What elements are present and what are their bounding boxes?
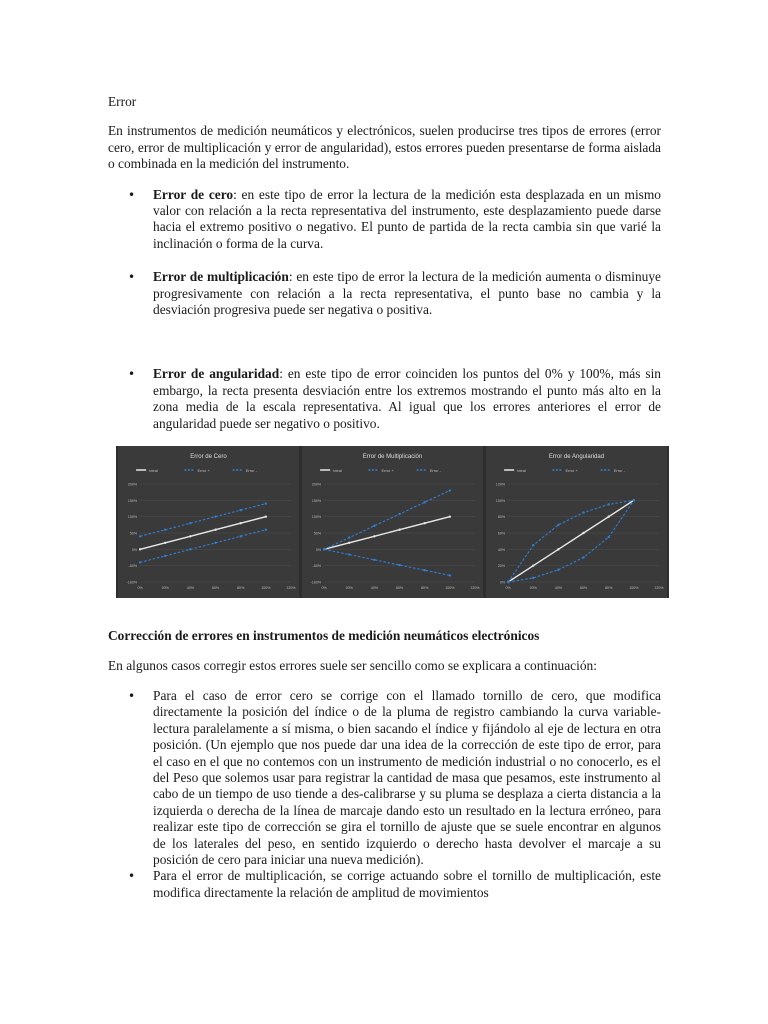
x-tick-label: 0% xyxy=(321,586,327,591)
y-tick-label: 120% xyxy=(495,482,506,487)
legend-label: Error - xyxy=(245,468,258,474)
data-point xyxy=(373,535,375,537)
data-point xyxy=(398,564,400,566)
series-line xyxy=(324,491,450,550)
data-point xyxy=(164,542,166,544)
chart-title: Error de Cero xyxy=(190,454,227,461)
list-item xyxy=(108,366,661,432)
legend-label: Error - xyxy=(613,468,626,474)
x-tick-label: 20% xyxy=(345,586,353,591)
x-tick-label: 20% xyxy=(529,586,537,591)
chart-panel xyxy=(302,446,483,598)
y-tick-label: -100% xyxy=(310,580,322,585)
data-point xyxy=(582,511,584,513)
data-point xyxy=(265,502,267,504)
chart-title: Error de Angularidad xyxy=(548,454,605,461)
y-tick-label: 200% xyxy=(311,482,322,487)
x-tick-label: 100% xyxy=(261,586,271,591)
data-point xyxy=(164,529,166,531)
data-point xyxy=(189,535,191,537)
data-point xyxy=(164,555,166,557)
data-point xyxy=(348,536,350,538)
list-item: • Para el caso de error cero se corrige con el llamado tornillo de cero, que modifica directamente la posición del índice o de la pluma de registro cambiando la curva variable-lectura paralelamente a sí misma, o bien sacando el índice y fijándolo al eje de lectura en otra posición. (Un ejemplo que nos puede dar una idea de la corrección de este tipo de error, para el caso en el que no contemos con un instrumento de medición industrial o no conocerlo, es el del Peso que solemos usar para registrar la cantidad de masa que pesamos, este instrumento al cabo de un tiempo de uso tiende a des-calibrarse y su pluma se desplaza a cierta distancia a la izquierda o derecha de la línea de marcaje dando esto un resultado en la lectura erróneo, para realizar este tipo de corrección se gira el tornillo de ajuste que se suele encontrar en algunos de los laterales del peso, en sentido izquierdo o derecho hasta devolver el marcaje a su posición de cero para iniciar una nueva medición). xyxy=(108,688,661,868)
legend-label: Error - xyxy=(429,468,442,474)
y-tick-label: 0% xyxy=(499,580,506,585)
data-point xyxy=(323,548,325,550)
y-tick-label: -50% xyxy=(128,564,138,569)
data-point xyxy=(214,516,216,518)
x-tick-label: 40% xyxy=(186,586,195,591)
x-tick-label: 80% xyxy=(237,586,245,591)
definition-text: : en este tipo de error coinciden los puntos del 0% y 100%, más sin embargo, la recta presenta desviación entre los extremos mostrando el punto más alto en la zona media de la escala representativa. Al igual que los errores anteriores el error de angularidad puede ser negativo o positivo. xyxy=(153,366,661,431)
x-tick-label: 120% xyxy=(654,586,664,591)
data-point xyxy=(607,536,609,538)
series-line xyxy=(140,504,266,537)
data-point xyxy=(214,529,216,531)
data-point xyxy=(398,513,400,515)
list-item xyxy=(108,187,661,253)
y-tick-label: 50% xyxy=(129,531,138,536)
data-point xyxy=(239,535,241,537)
data-point xyxy=(557,524,559,526)
data-point xyxy=(423,522,425,524)
data-point xyxy=(449,574,451,576)
chart-error-multiplicacion xyxy=(302,446,483,598)
x-tick-label: 0% xyxy=(505,586,511,591)
data-point xyxy=(607,516,609,518)
data-point xyxy=(449,489,451,491)
data-point xyxy=(557,548,559,550)
data-point xyxy=(633,499,635,501)
x-tick-label: 0% xyxy=(137,586,143,591)
y-tick-label: 20% xyxy=(497,564,506,569)
data-point xyxy=(582,532,584,534)
term-error-cero: Error de cero xyxy=(153,186,234,202)
data-point xyxy=(373,525,375,527)
data-point xyxy=(348,542,350,544)
data-point xyxy=(189,522,191,524)
legend-label: Ideal xyxy=(149,468,158,474)
data-point xyxy=(557,569,559,571)
definition-text: : en este tipo de error la lectura de la medición esta desplazada en un mismo valor con relación a la recta representativa del instrumento, este desplazamiento puede darse hacia el extremo positivo o negativo. El punto de partida de la recta cambia sin que varié la inclinación o forma de la curva. xyxy=(153,186,661,251)
data-point xyxy=(239,509,241,511)
y-tick-label: 150% xyxy=(127,498,138,503)
x-tick-label: 100% xyxy=(445,586,455,591)
y-tick-label: 0% xyxy=(315,547,322,552)
error-charts-figure xyxy=(116,446,669,598)
legend-label: Ideal xyxy=(517,468,526,474)
legend-label: Error + xyxy=(565,468,578,474)
data-point xyxy=(532,565,534,567)
data-point xyxy=(139,561,141,563)
x-tick-label: 60% xyxy=(579,586,588,591)
x-tick-label: 40% xyxy=(370,586,379,591)
data-point xyxy=(189,548,191,550)
x-tick-label: 80% xyxy=(421,586,429,591)
y-tick-label: 0% xyxy=(131,547,138,552)
x-tick-label: 120% xyxy=(286,586,296,591)
data-point xyxy=(265,516,267,518)
y-tick-label: 100% xyxy=(495,498,506,503)
chart-error-angularidad xyxy=(486,446,667,598)
y-tick-label: 60% xyxy=(497,531,506,536)
x-tick-label: 60% xyxy=(211,586,220,591)
y-tick-label: -100% xyxy=(126,580,138,585)
y-tick-label: 150% xyxy=(311,498,322,503)
legend-label: Error + xyxy=(197,468,210,474)
data-point xyxy=(607,503,609,505)
section-title: Error xyxy=(108,94,137,109)
chart-title: Error de Multiplicación xyxy=(362,454,423,461)
term-error-angularidad: Error de angularidad xyxy=(153,366,280,382)
data-point xyxy=(239,522,241,524)
x-tick-label: 80% xyxy=(605,586,613,591)
data-point xyxy=(348,553,350,555)
data-point xyxy=(214,542,216,544)
series-line xyxy=(508,500,634,582)
error-types-list xyxy=(108,187,661,432)
y-tick-label: 100% xyxy=(127,515,138,520)
x-tick-label: 60% xyxy=(395,586,404,591)
legend-label: Error + xyxy=(381,468,394,474)
data-point xyxy=(265,529,267,531)
data-point xyxy=(373,559,375,561)
data-point xyxy=(423,501,425,503)
data-point xyxy=(139,548,141,550)
x-tick-label: 100% xyxy=(629,586,639,591)
data-point xyxy=(532,577,534,579)
series-line xyxy=(324,549,450,575)
y-tick-label: 50% xyxy=(313,531,322,536)
correction-intro: En algunos casos corregir estos errores suele ser sencillo como se explicara a continuación: xyxy=(108,657,597,673)
legend-label: Ideal xyxy=(333,468,342,474)
x-tick-label: 120% xyxy=(470,586,480,591)
y-tick-label: 80% xyxy=(497,515,506,520)
list-item: • Para el error de multiplicación, se corrige actuando sobre el tornillo de multiplicación, este modifica directamente la relación de amplitud de movimientos xyxy=(108,868,661,901)
list-item xyxy=(108,269,661,318)
x-tick-label: 20% xyxy=(161,586,169,591)
y-tick-label: -50% xyxy=(312,564,322,569)
y-tick-label: 200% xyxy=(127,482,138,487)
data-point xyxy=(139,535,141,537)
data-point xyxy=(398,529,400,531)
correction-heading: Corrección de errores en instrumentos de medición neumáticos electrónicos xyxy=(108,628,540,644)
data-point xyxy=(582,556,584,558)
definition-text: : en este tipo de error la lectura de la medición aumenta o disminuye progresivamente con relación a la recta representativa, el punto base no cambia y la desviación progresiva puede ser negativa o positiva. xyxy=(153,269,661,318)
series-line xyxy=(140,530,266,563)
term-error-multiplicacion: Error de multiplicación xyxy=(153,269,289,285)
data-point xyxy=(449,516,451,518)
y-tick-label: 100% xyxy=(311,515,322,520)
intro-paragraph: En instrumentos de medición neumáticos y electrónicos, suelen producirse tres tipos de errores (error cero, error de multiplicación y error de angularidad), estos errores pueden presentarse de forma aislada o combinada en la medición del instrumento. xyxy=(108,123,661,172)
y-tick-label: 40% xyxy=(497,547,506,552)
chart-error-cero xyxy=(118,446,299,598)
chart-panel xyxy=(486,446,667,598)
document-page xyxy=(108,94,664,901)
data-point xyxy=(532,544,534,546)
correction-list xyxy=(108,688,661,901)
data-point xyxy=(507,581,509,583)
chart-panel xyxy=(118,446,299,598)
x-tick-label: 40% xyxy=(554,586,563,591)
data-point xyxy=(423,569,425,571)
